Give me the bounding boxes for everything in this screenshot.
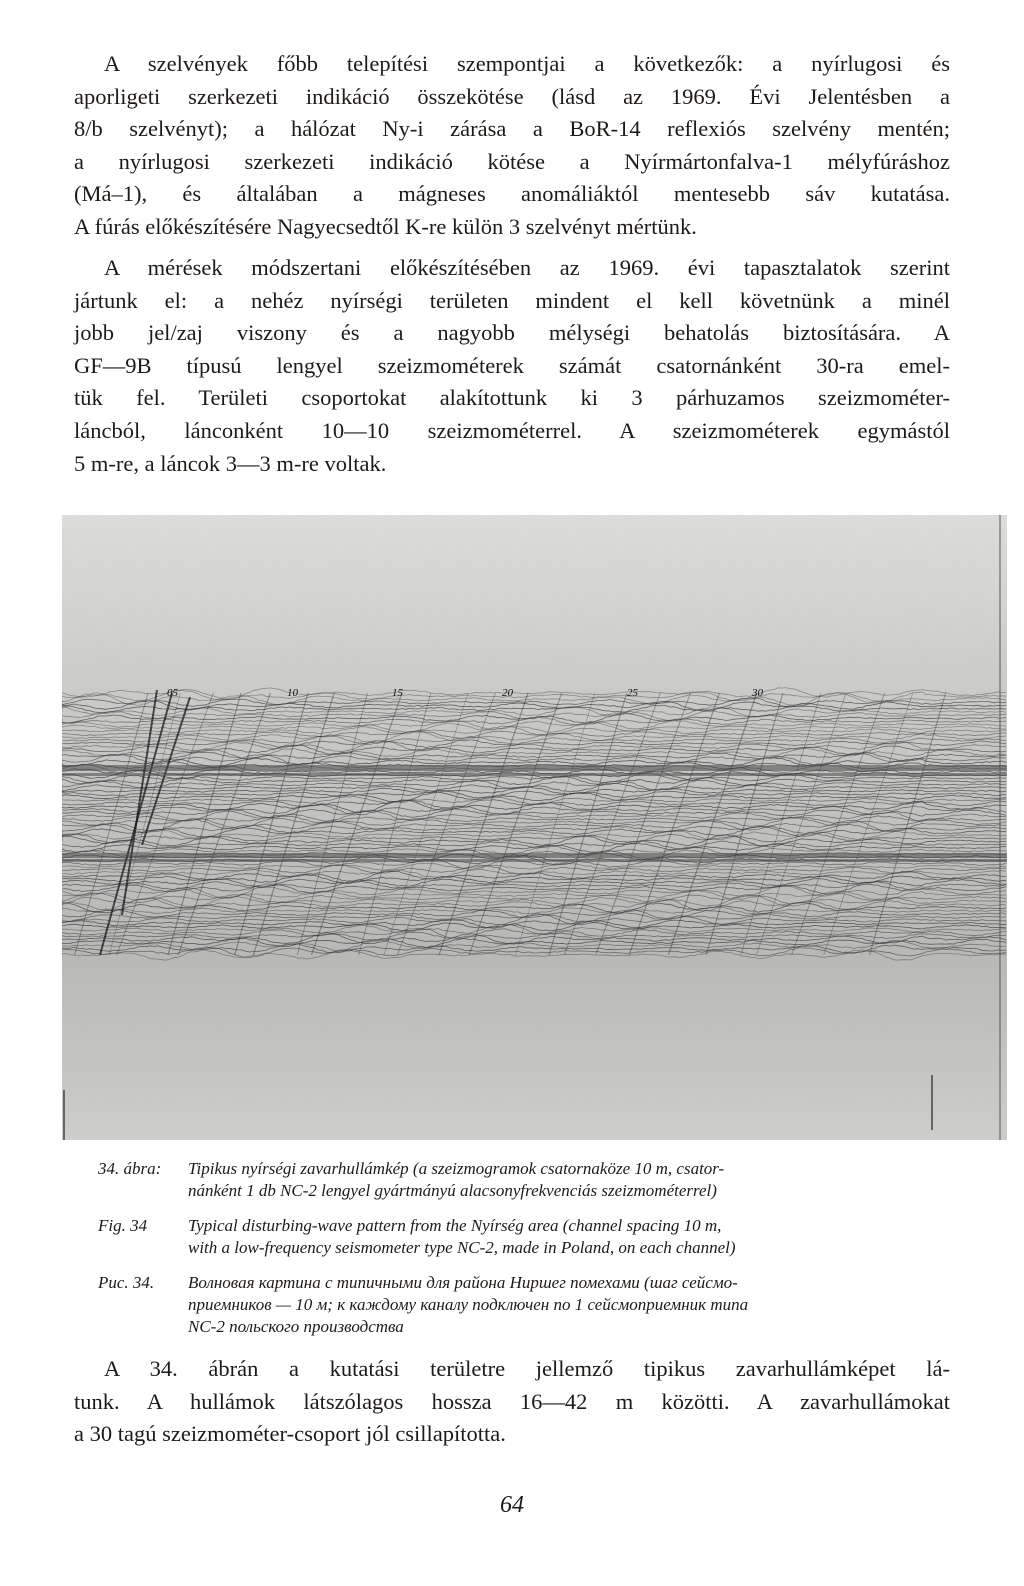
- text-line: a 30 tagú szeizmométer-csoport jól csillapította.: [74, 1421, 506, 1447]
- caption-line: приемников — 10 м; к каждому каналу подключен по 1 сейсмоприемник типа: [188, 1295, 749, 1314]
- caption-label: Рис. 34.: [98, 1273, 155, 1292]
- page-number: 64: [500, 1492, 524, 1518]
- timing-band: [62, 765, 1007, 771]
- caption-line: Tipikus nyírségi zavarhullámkép (a szeizmogramok csatornaköze 10 m, csator-: [188, 1159, 725, 1178]
- paragraph-telepitesi-szempontok: [74, 48, 950, 244]
- text-line: tunk. A hullámok látszólagos hossza 16—42 m közötti. A zavarhullámokat: [74, 1388, 950, 1414]
- text-line: A 34. ábrán a kutatási területre jellemző tipikus zavarhullámképet lá-: [104, 1356, 950, 1381]
- channel-label: 30: [752, 687, 763, 699]
- text-line: (Má–1), és általában a mágneses anomáliáktól mentesebb sáv kutatása.: [74, 181, 950, 207]
- caption-line: nánként 1 db NC-2 lengyel gyártmányú alacsonyfrekvenciás szeizmométerrel): [188, 1181, 717, 1200]
- paragraph-zavarhullamkep: [74, 1353, 950, 1451]
- channel-label: 05: [167, 687, 178, 699]
- text-line: A mérések módszertani előkészítésében az 1969. évi tapasztalatok szerint: [104, 255, 950, 280]
- channel-label: 25: [627, 687, 638, 699]
- caption-line: Волновая картина с типичными для района Ниршег помехами (шаг сейсмо-: [188, 1273, 738, 1292]
- text-line: jártunk el: a nehéz nyírségi területen mindent el kell követnünk a minél: [74, 287, 950, 313]
- text-line: 8/b szelvényt); a hálózat Ny-i zárása a BoR-14 reflexiós szelvény mentén;: [74, 116, 950, 142]
- text-line: aporligeti szerkezeti indikáció összekötése (lásd az 1969. Évi Jelentésben a: [74, 83, 950, 109]
- text-line: 5 m-re, a láncok 3—3 m-re voltak.: [74, 450, 387, 476]
- caption-line: NC-2 польского производства: [188, 1317, 404, 1336]
- timing-band: [62, 773, 1007, 776]
- text-line: tük fel. Területi csoportokat alakítottunk ki 3 párhuzamos szeizmométer-: [74, 385, 950, 411]
- timing-band: [62, 859, 1007, 862]
- timing-band: [62, 853, 1007, 858]
- seismogram-figure: [62, 515, 1007, 1140]
- channel-label: 15: [392, 687, 403, 699]
- text-line: jobb jel/zaj viszony és a nagyobb mélységi behatolás biztosítására. A: [74, 320, 950, 346]
- caption-line: Typical disturbing-wave pattern from the Nyírség area (channel spacing 10 m,: [188, 1216, 722, 1235]
- text-line: a nyírlugosi szerkezeti indikáció kötése a Nyírmártonfalva-1 mélyfúráshoz: [74, 148, 950, 174]
- paragraph-modszertan: [74, 252, 950, 480]
- text-line: láncból, lánconként 10—10 szeizmométerrel. A szeizmométerek egymástól: [74, 417, 950, 443]
- caption-line: with a low-frequency seismometer type NC-2, made in Poland, on each channel): [188, 1238, 736, 1257]
- text-line: GF—9B típusú lengyel szeizmométerek számát csatornánként 30-ra emel-: [74, 352, 950, 378]
- seismogram-image: [62, 515, 1007, 1140]
- channel-label: 10: [287, 687, 298, 699]
- text-line: A fúrás előkészítésére Nagyecsedtől K-re külön 3 szelvényt mértünk.: [74, 213, 697, 239]
- channel-label: 20: [502, 687, 513, 699]
- caption-label: 34. ábra:: [98, 1159, 162, 1178]
- text-line: A szelvények főbb telepítési szempontjai a következők: a nyírlugosi és: [104, 51, 950, 76]
- caption-label: Fig. 34: [98, 1216, 148, 1235]
